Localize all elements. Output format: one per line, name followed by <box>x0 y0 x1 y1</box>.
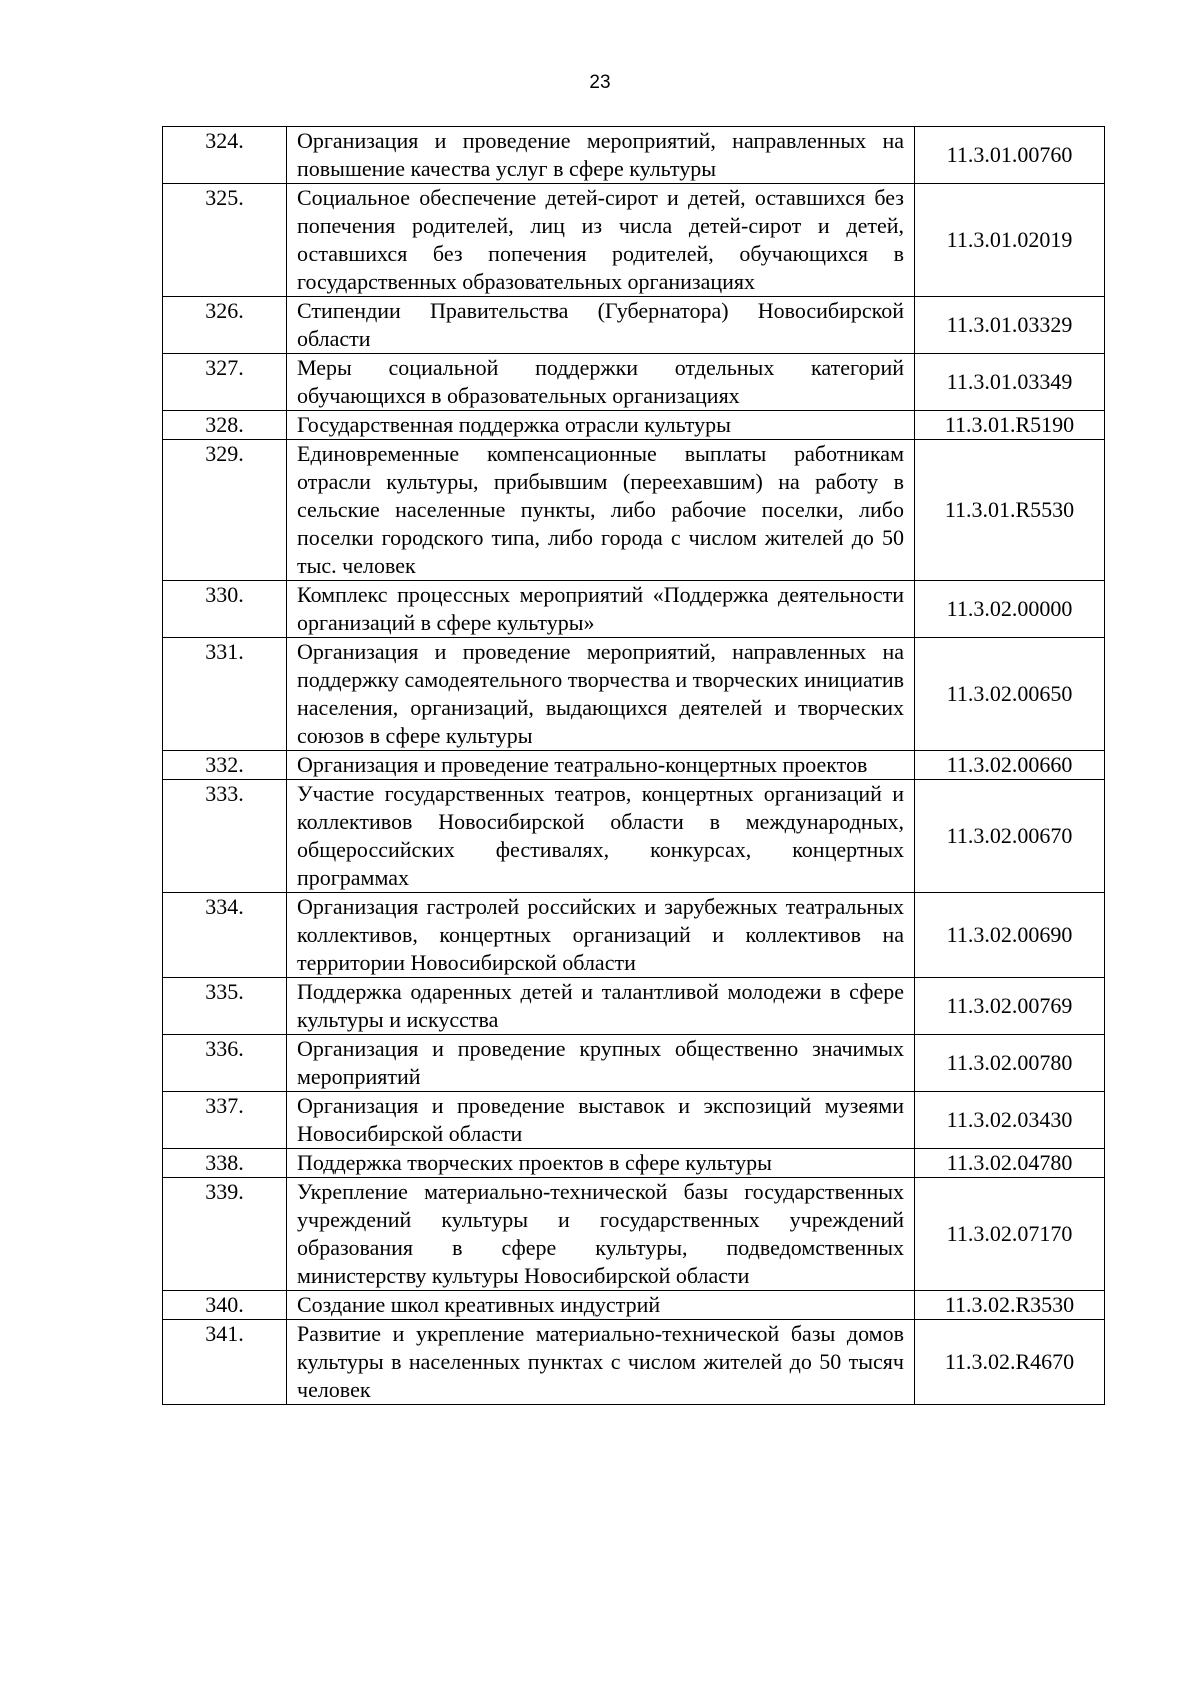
table-row <box>163 978 1105 1035</box>
row-name: Развитие и укрепление материально-технической базы домов культуры в населенных пунктах с числом жителей до 50 тысяч человек <box>287 1320 915 1405</box>
row-name: Организация и проведение мероприятий, направленных на поддержку самодеятельного творчества и творческих инициатив населения, организаций, выдающихся деятелей и творческих союзов в сфере культуры <box>287 638 915 751</box>
row-name: Единовременные компенсационные выплаты работникам отрасли культуры, прибывшим (переехавшим) на работу в сельские населенные пункты, либо рабочие поселки, либо поселки городского типа, либо города с числом жителей до 50 тыс. человек <box>287 440 915 581</box>
table-row <box>163 581 1105 638</box>
row-name: Меры социальной поддержки отдельных категорий обучающихся в образовательных организациях <box>287 354 915 411</box>
row-number: 328. <box>163 411 287 440</box>
row-code: 11.3.02.00670 <box>915 780 1105 893</box>
row-name: Организация и проведение крупных общественно значимых мероприятий <box>287 1035 915 1092</box>
row-code: 11.3.02.03430 <box>915 1092 1105 1149</box>
row-name: Организация и проведение мероприятий, направленных на повышение качества услуг в сфере культуры <box>287 127 915 184</box>
row-number: 331. <box>163 638 287 751</box>
table-row <box>163 1320 1105 1405</box>
row-name: Комплекс процессных мероприятий «Поддержка деятельности организаций в сфере культуры» <box>287 581 915 638</box>
row-name: Организация и проведение выставок и экспозиций музеями Новосибирской области <box>287 1092 915 1149</box>
row-code: 11.3.01.03349 <box>915 354 1105 411</box>
row-code: 11.3.01.03329 <box>915 297 1105 354</box>
table-row <box>163 440 1105 581</box>
row-number: 337. <box>163 1092 287 1149</box>
row-number: 327. <box>163 354 287 411</box>
row-code: 11.3.02.00650 <box>915 638 1105 751</box>
table-row <box>163 1035 1105 1092</box>
row-number: 340. <box>163 1291 287 1320</box>
row-number: 333. <box>163 780 287 893</box>
row-name: Государственная поддержка отрасли культуры <box>287 411 915 440</box>
table-row <box>163 1149 1105 1178</box>
row-code: 11.3.02.00660 <box>915 751 1105 780</box>
row-code: 11.3.02.R3530 <box>915 1291 1105 1320</box>
row-number: 335. <box>163 978 287 1035</box>
table-row <box>163 297 1105 354</box>
row-number: 325. <box>163 184 287 297</box>
table-row <box>163 354 1105 411</box>
table-row <box>163 1291 1105 1320</box>
table-row <box>163 127 1105 184</box>
page-number: 23 <box>589 72 611 93</box>
row-name: Участие государственных театров, концертных организаций и коллективов Новосибирской области в международных, общероссийских фестивалях, конкурсах, концертных программах <box>287 780 915 893</box>
table-row <box>163 893 1105 978</box>
row-number: 330. <box>163 581 287 638</box>
budget-classification-table <box>162 126 1105 1405</box>
row-code: 11.3.01.R5530 <box>915 440 1105 581</box>
row-number: 338. <box>163 1149 287 1178</box>
row-code: 11.3.02.04780 <box>915 1149 1105 1178</box>
row-code: 11.3.02.00690 <box>915 893 1105 978</box>
row-number: 332. <box>163 751 287 780</box>
row-code: 11.3.01.00760 <box>915 127 1105 184</box>
row-number: 341. <box>163 1320 287 1405</box>
row-name: Поддержка одаренных детей и талантливой молодежи в сфере культуры и искусства <box>287 978 915 1035</box>
table-row <box>163 638 1105 751</box>
row-code: 11.3.02.00769 <box>915 978 1105 1035</box>
row-name: Организация и проведение театрально-концертных проектов <box>287 751 915 780</box>
row-code: 11.3.02.00780 <box>915 1035 1105 1092</box>
row-number: 336. <box>163 1035 287 1092</box>
row-name: Поддержка творческих проектов в сфере культуры <box>287 1149 915 1178</box>
row-name: Организация гастролей российских и зарубежных театральных коллективов, концертных организаций и коллективов на территории Новосибирской области <box>287 893 915 978</box>
table-row <box>163 411 1105 440</box>
table-row <box>163 1178 1105 1291</box>
table-row <box>163 780 1105 893</box>
row-number: 334. <box>163 893 287 978</box>
row-name: Стипендии Правительства (Губернатора) Новосибирской области <box>287 297 915 354</box>
row-number: 339. <box>163 1178 287 1291</box>
row-code: 11.3.01.R5190 <box>915 411 1105 440</box>
table-row <box>163 1092 1105 1149</box>
row-number: 324. <box>163 127 287 184</box>
row-code: 11.3.02.07170 <box>915 1178 1105 1291</box>
table-row <box>163 751 1105 780</box>
row-code: 11.3.02.00000 <box>915 581 1105 638</box>
row-number: 329. <box>163 440 287 581</box>
row-number: 326. <box>163 297 287 354</box>
row-code: 11.3.01.02019 <box>915 184 1105 297</box>
table-row <box>163 184 1105 297</box>
row-name: Укрепление материально-технической базы государственных учреждений культуры и государственных учреждений образования в сфере культуры, подведомственных министерству культуры Новосибирской области <box>287 1178 915 1291</box>
row-name: Создание школ креативных индустрий <box>287 1291 915 1320</box>
row-code: 11.3.02.R4670 <box>915 1320 1105 1405</box>
row-name: Социальное обеспечение детей-сирот и детей, оставшихся без попечения родителей, лиц из числа детей-сирот и детей, оставшихся без попечения родителей, обучающихся в государственных образовательных организациях <box>287 184 915 297</box>
